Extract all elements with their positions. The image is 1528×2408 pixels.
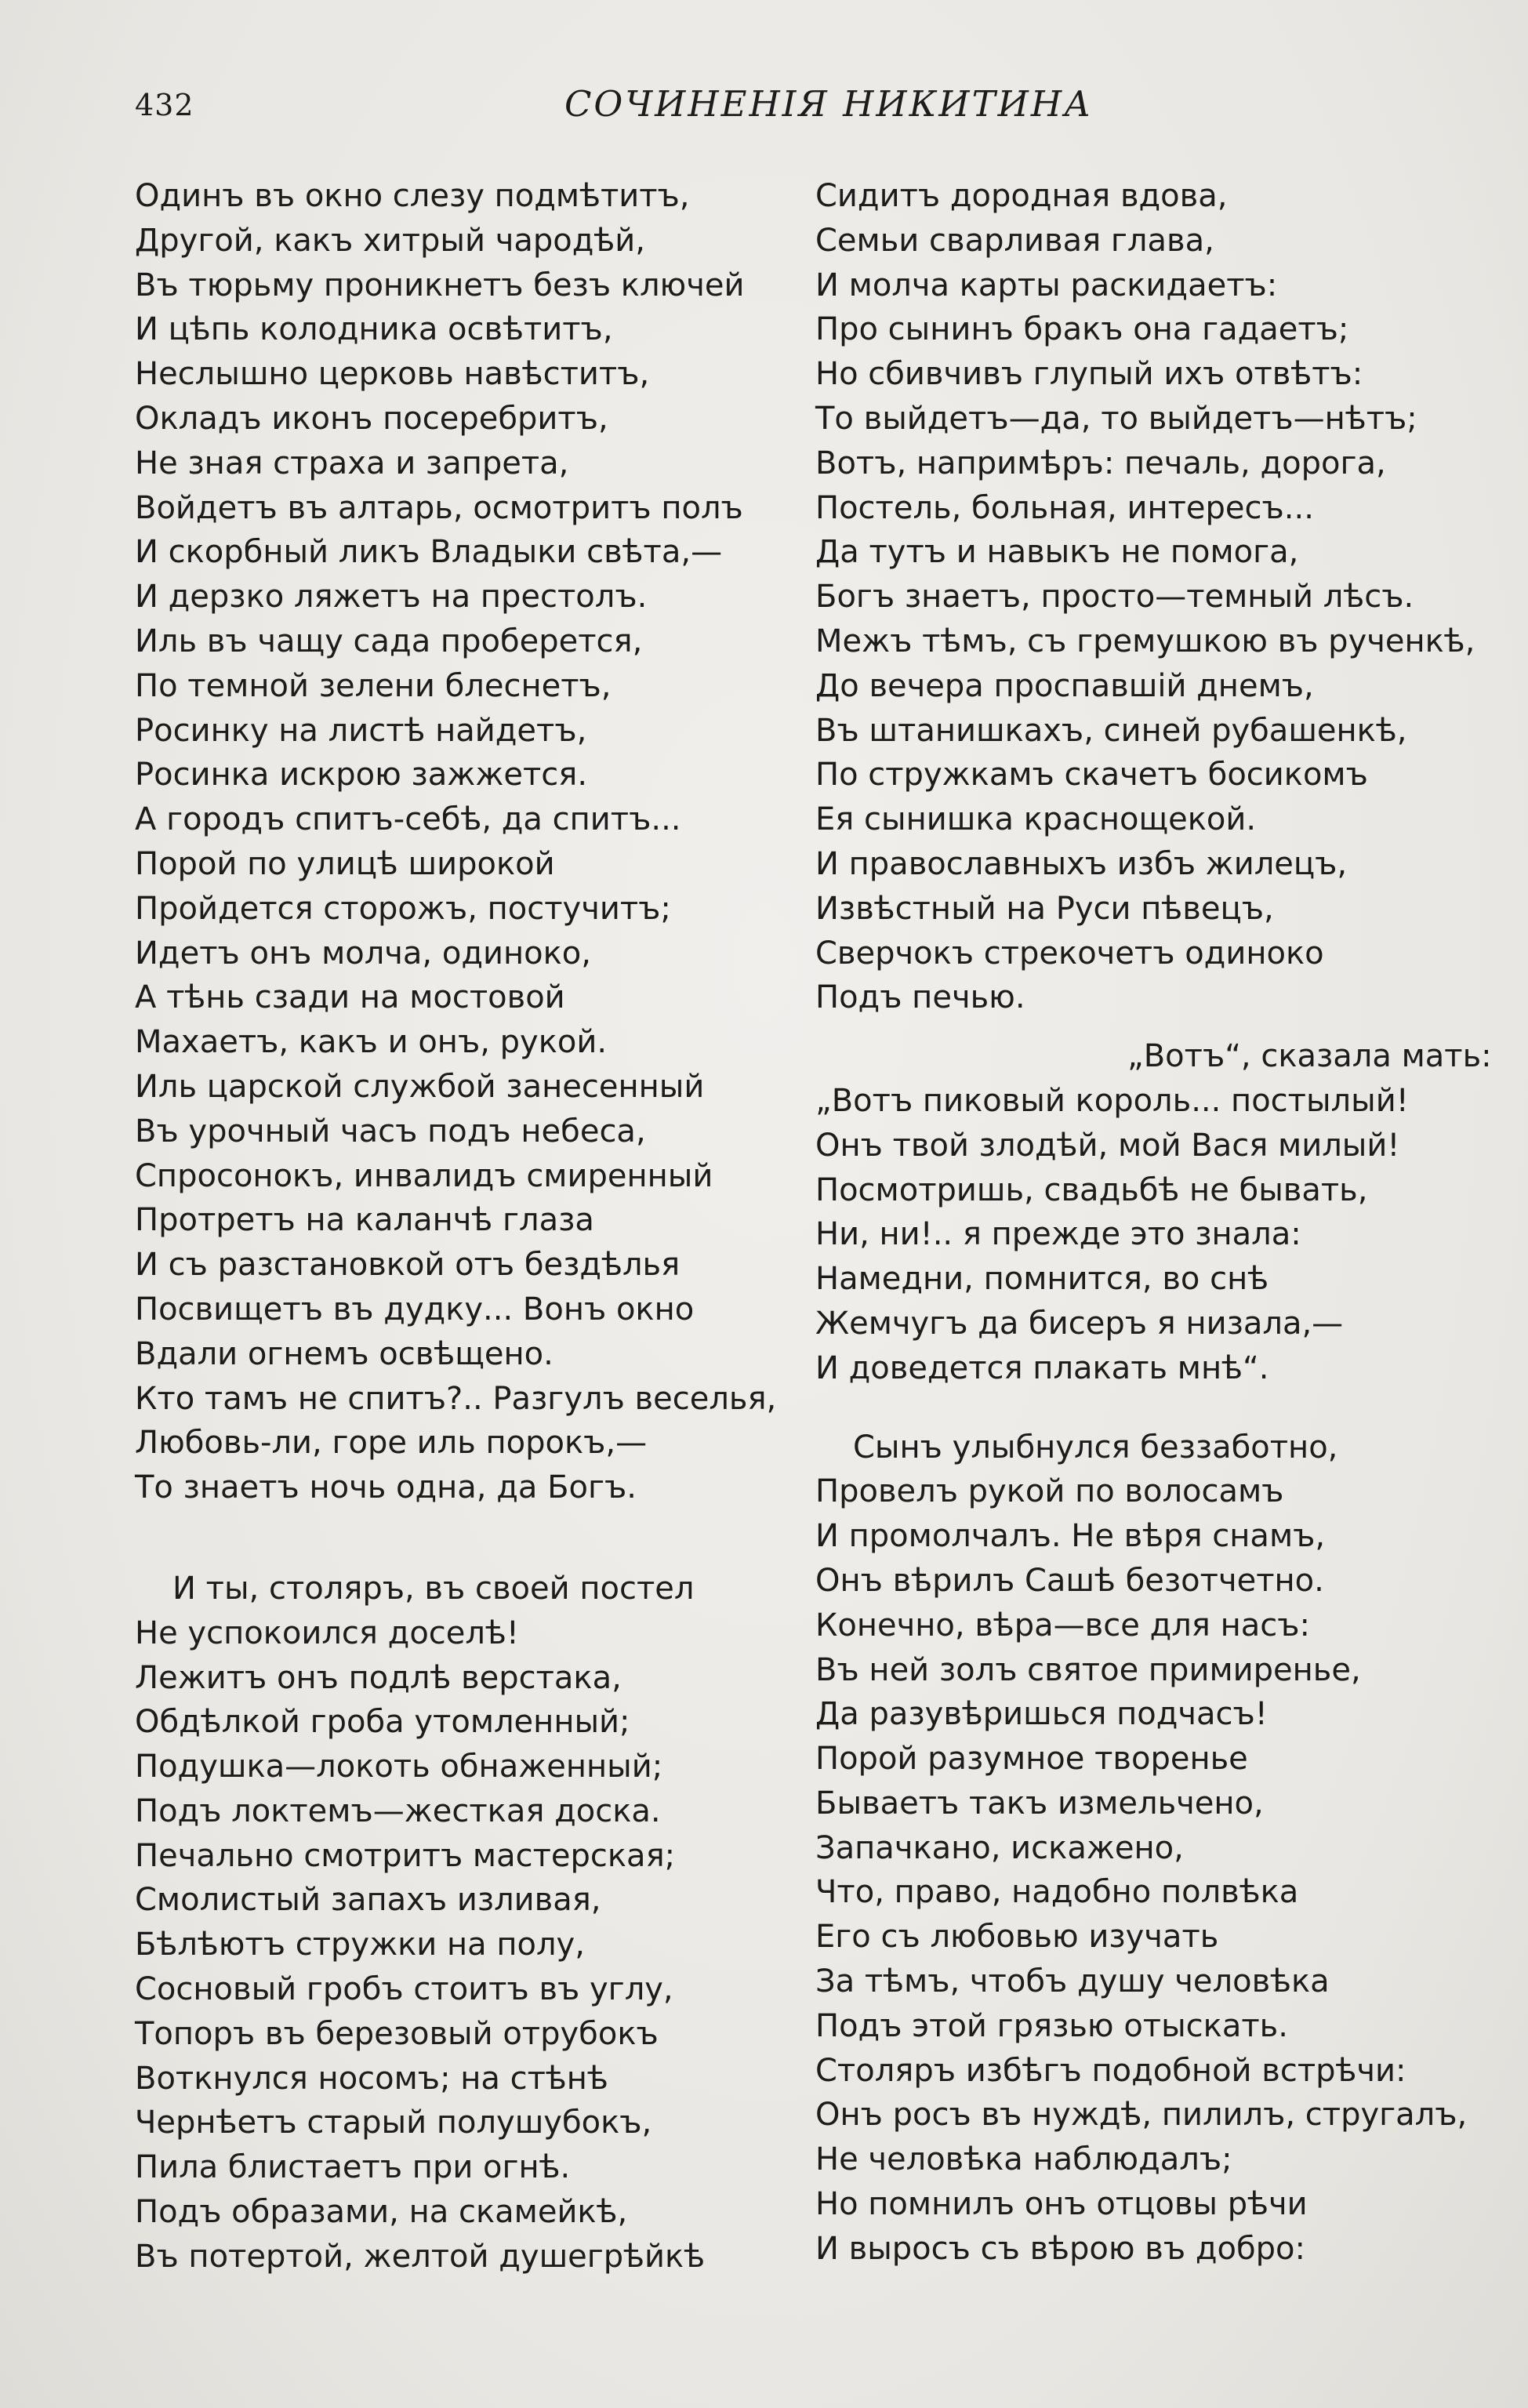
poem-line: По стружкамъ скачетъ босикомъ: [815, 757, 1368, 794]
poem-line: Въ штанишкахъ, синей рубашенкѣ,: [815, 712, 1407, 749]
poem-line: Въ тюрьму проникнетъ безъ ключей: [135, 267, 745, 303]
poem-line: Что, право, надобно полвѣка: [815, 1874, 1299, 1911]
poem-line: Иль въ чащу сада проберется,: [135, 623, 643, 659]
poem-line: Сосновый гробъ стоитъ въ углу,: [135, 1971, 673, 2008]
poem-line: Подъ локтемъ—жесткая доска.: [135, 1792, 661, 1829]
stanza-gap: [815, 1020, 1490, 1034]
poem-line: Вотъ, напримѣръ: печаль, дорога,: [815, 445, 1386, 481]
poem-line: Обдѣлкой гроба утомленный;: [135, 1704, 630, 1741]
left-column: [135, 174, 777, 2279]
poem-line: И промолчалъ. Не вѣря снамъ,: [815, 1518, 1326, 1555]
poem-line: Чернѣетъ старый полушубокъ,: [135, 2105, 652, 2141]
poem-line: Не зная страха и запрета,: [135, 445, 569, 481]
poem-line: И скорбный ликъ Владыки свѣта,—: [135, 534, 723, 571]
poem-line: Не человѣка наблюдалъ;: [815, 2141, 1232, 2178]
stanza-gap: [135, 1510, 762, 1567]
stanza: [135, 174, 777, 1510]
stanza: [815, 1426, 1490, 2272]
poem-line: Войдетъ въ алтарь, осмотритъ полъ: [135, 489, 743, 526]
poem-line: Ея сынишка краснощекой.: [815, 801, 1257, 838]
poem-line: Кто тамъ не спитъ?.. Разгулъ веселья,: [135, 1380, 777, 1417]
running-title: СОЧИНЕНІЯ НИКИТИНА: [564, 83, 1094, 125]
poem-line: Вдали огнемъ освѣщено.: [135, 1335, 553, 1372]
poem-line: Бываетъ такъ измельчено,: [815, 1785, 1264, 1821]
poem-line: Неслышно церковь навѣститъ,: [135, 356, 650, 393]
poem-line: Семьи сварливая глава,: [815, 222, 1214, 259]
poem-line: Конечно, вѣра—все для насъ:: [815, 1607, 1310, 1643]
stanza: [815, 1034, 1490, 1390]
poem-line: Но сбивчивъ глупый ихъ отвѣтъ:: [815, 356, 1363, 393]
poem-line: „Вотъ пиковый король... постылый!: [815, 1082, 1409, 1119]
poem-line: Намедни, помнится, во снѣ: [815, 1261, 1269, 1298]
poem-line: То выйдетъ—да, то выйдетъ—нѣтъ;: [815, 400, 1417, 437]
poem-line: Порой по улицѣ широкой: [135, 845, 555, 882]
poem-line: Посвищетъ въ дудку... Вонъ окно: [135, 1291, 695, 1327]
poem-line: Воткнулся носомъ; на стѣнѣ: [135, 2060, 608, 2097]
poem-line: И выросъ съ вѣрою въ добро:: [815, 2230, 1305, 2267]
poem-line: Межъ тѣмъ, съ гремушкою въ рученкѣ,: [815, 623, 1475, 659]
poem-line: И православныхъ избъ жилецъ,: [815, 845, 1348, 882]
poem-line: Одинъ въ окно слезу подмѣтитъ,: [135, 178, 690, 214]
poem-line: Топоръ въ березовый отрубокъ: [135, 2015, 659, 2052]
poem-line: Не успокоился доселѣ!: [135, 1614, 519, 1651]
poem-line: Жемчугъ да бисеръ я низала,—: [815, 1305, 1344, 1342]
poem-line: И молча карты раскидаетъ:: [815, 267, 1278, 303]
poem-line: Подушка—локоть обнаженный;: [135, 1749, 663, 1785]
poem-line: Идетъ онъ молча, одиноко,: [135, 935, 591, 972]
poem-line: Росинка искрою зажжется.: [135, 757, 588, 794]
poem-line: До вечера проспавшій днемъ,: [815, 667, 1314, 704]
right-column: [815, 174, 1490, 2272]
poem-line: Посмотришь, свадьбѣ не бывать,: [815, 1171, 1368, 1208]
poem-line: Сидитъ дородная вдова,: [815, 178, 1228, 214]
poem-line: А городъ спитъ-себѣ, да спитъ...: [135, 801, 681, 838]
poem-line: Богъ знаетъ, просто—темный лѣсъ.: [815, 579, 1414, 616]
poem-line: И ты, столяръ, въ своей постел: [172, 1570, 695, 1607]
poem-line: Спросонокъ, инвалидъ смиренный: [135, 1157, 713, 1194]
poem-line: Онъ твой злодѣй, мой Вася милый!: [815, 1127, 1400, 1164]
poem-line: Извѣстный на Руси пѣвецъ,: [815, 890, 1274, 927]
poem-line: И цѣпь колодника освѣтитъ,: [135, 311, 613, 348]
poem-line: Протретъ на каланчѣ глаза: [135, 1202, 594, 1239]
poem-line: Сверчокъ стрекочетъ одиноко: [815, 935, 1324, 972]
poem-line: Пила блистаетъ при огнѣ.: [135, 2149, 571, 2186]
poem-line: И доведется плакать мнѣ“.: [815, 1349, 1269, 1386]
poem-line: И съ разстановкой отъ бездѣлья: [135, 1247, 681, 1284]
poem-line: „Вотъ“, сказала мать:: [1127, 1038, 1492, 1075]
poem-line: Столяръ избѣгъ подобной встрѣчи:: [815, 2052, 1406, 2089]
poem-line: А тѣнь сзади на мостовой: [135, 979, 565, 1016]
poem-line: Любовь-ли, горе иль порокъ,—: [135, 1425, 648, 1462]
poem-line: Постель, больная, интересъ...: [815, 489, 1314, 526]
poem-line: Провелъ рукой по волосамъ: [815, 1473, 1284, 1510]
poem-line: Но помнилъ онъ отцовы рѣчи: [815, 2186, 1308, 2223]
poem-line: Онъ вѣрилъ Сашѣ безотчетно.: [815, 1562, 1324, 1599]
poem-line: Иль царской службой занесенный: [135, 1068, 705, 1105]
poem-line: Смолистый запахъ изливая,: [135, 1882, 601, 1919]
poem-line: Ни, ни!.. я прежде это знала:: [815, 1216, 1301, 1253]
page-number: 432: [135, 88, 194, 122]
stanza-gap: [815, 1391, 1490, 1426]
poem-line: Подъ образами, на скамейкѣ,: [135, 2194, 628, 2231]
poem-line: Про сынинъ бракъ она гадаетъ;: [815, 311, 1349, 348]
poem-line: Въ потертой, желтой душегрѣйкѣ: [135, 2238, 706, 2275]
poem-line: Пройдется сторожъ, постучитъ;: [135, 890, 671, 927]
poem-line: Подъ печью.: [815, 979, 1025, 1016]
poem-line: По темной зелени блеснетъ,: [135, 667, 612, 704]
poem-line: Окладъ иконъ посеребритъ,: [135, 400, 608, 437]
poem-line: Сынъ улыбнулся беззаботно,: [853, 1429, 1338, 1466]
poem-line: Онъ росъ въ нуждѣ, пилилъ, стругалъ,: [815, 2097, 1468, 2134]
poem-line: Росинку на листѣ найдетъ,: [135, 712, 587, 749]
poem-line: Махаетъ, какъ и онъ, рукой.: [135, 1024, 608, 1061]
poem-line: Его съ любовью изучать: [815, 1919, 1219, 1956]
stanza: [815, 174, 1490, 1020]
poem-line: За тѣмъ, чтобъ душу человѣка: [815, 1963, 1330, 2000]
poem-line: И дерзко ляжетъ на престолъ.: [135, 579, 648, 616]
poem-line: Въ ней золъ святое примиренье,: [815, 1651, 1361, 1688]
poem-line: То знаетъ ночь одна, да Богъ.: [135, 1469, 637, 1506]
poem-line: Подъ этой грязью отыскать.: [815, 2007, 1288, 2044]
poem-line: Бѣлѣютъ стружки на полу,: [135, 1927, 585, 1963]
poem-line: Да разувѣришься подчасъ!: [815, 1696, 1268, 1733]
poem-line: Да тутъ и навыкъ не помога,: [815, 534, 1299, 571]
stanza: [135, 1567, 762, 2279]
poem-line: Въ урочный часъ подъ небеса,: [135, 1113, 646, 1150]
poem-line: Запачкано, искажено,: [815, 1829, 1184, 1866]
poem-line: Печально смотритъ мастерская;: [135, 1837, 676, 1874]
poem-line: Лежитъ онъ подлѣ верстака,: [135, 1659, 622, 1696]
poem-line: Порой разумное творенье: [815, 1741, 1248, 1778]
poem-line: Другой, какъ хитрый чародѣй,: [135, 222, 645, 259]
